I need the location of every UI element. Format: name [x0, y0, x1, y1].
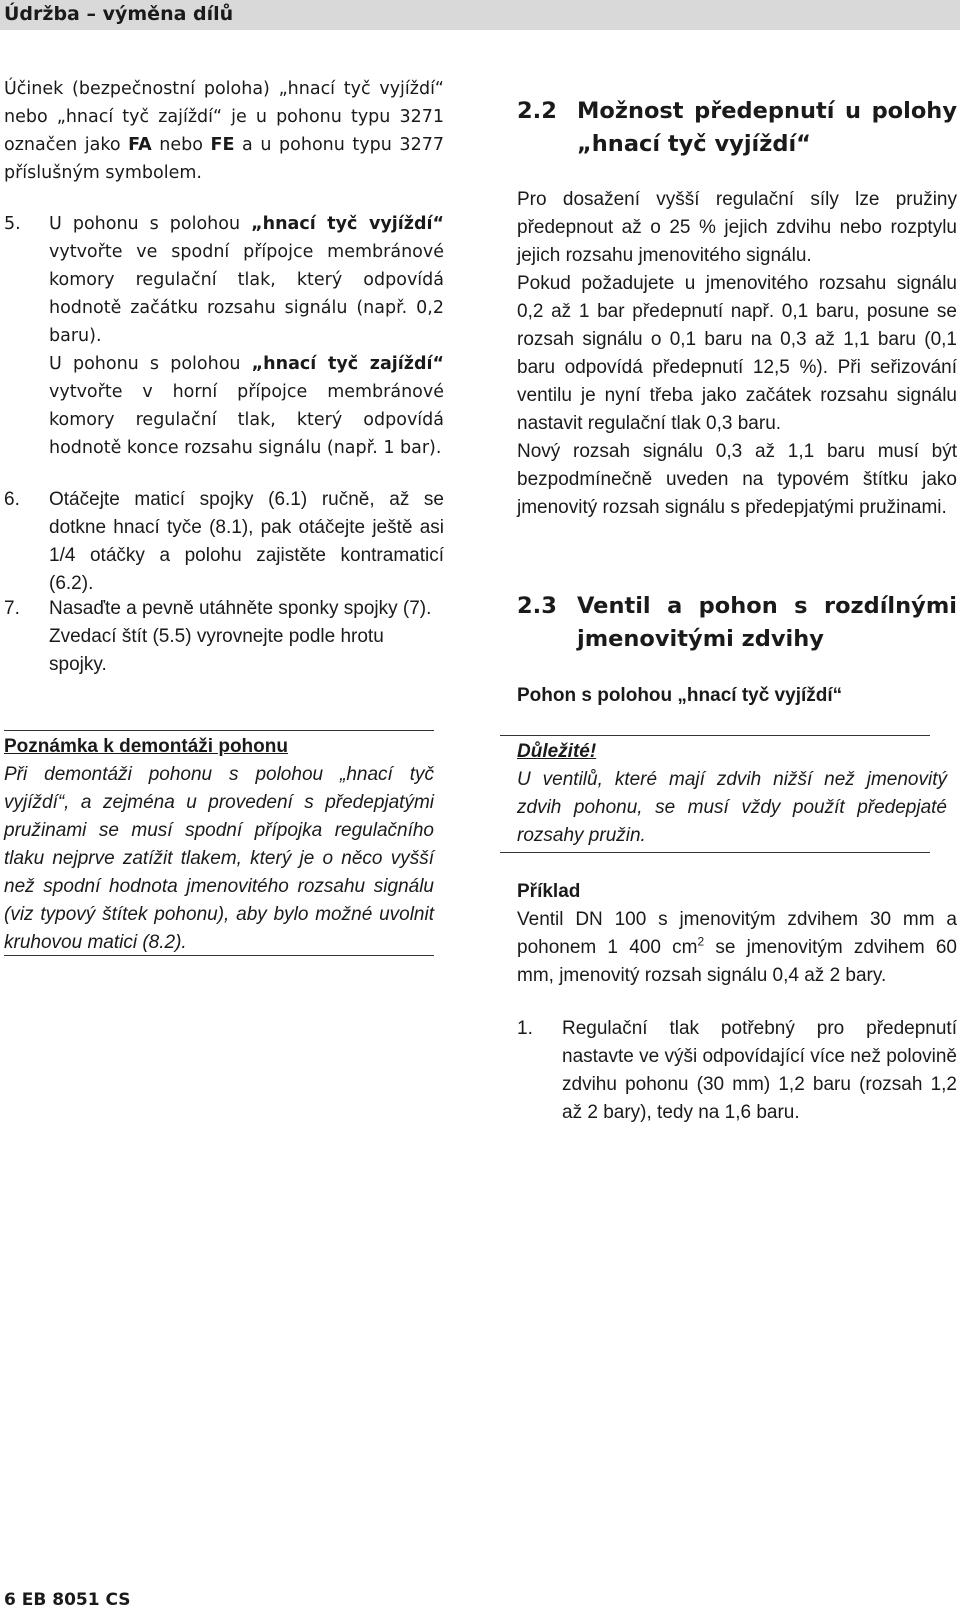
step-7-text-2: Zvedací štít (5.5) vyrovnejte podle hrotu spojky.	[49, 626, 384, 675]
important-bottom-rule	[500, 852, 930, 853]
important-body: U ventilů, které mají zdvih nižší než jmenovitý zdvih pohonu, se musí vždy použít předepjaté rozsahy pružin.	[517, 769, 947, 846]
note-bottom-rule	[4, 955, 434, 956]
section-2-3-heading: 2.3 Ventil a pohon s rozdílnými jmenovitými zdvihy	[517, 593, 957, 652]
step-5	[4, 210, 444, 462]
intro-paragraph: Účinek (bezpečnostní poloha) „hnací tyč vyjíždí“ nebo „hnací tyč zajíždí“ je u pohonu typu 3271 označen jako FA nebo FE a u pohonu typu 3277 příslušným symbolem.	[4, 79, 444, 183]
note-title: Poznámka k demontáži pohonu	[4, 736, 288, 757]
step-number: 1.	[517, 1018, 533, 1039]
important-box	[517, 738, 947, 850]
example	[517, 878, 957, 990]
section-2-2-body	[517, 186, 957, 522]
note-body: Při demontáži pohonu s polohou „hnací tyč vyjíždí“, a zejména u provedení s předepjatými pružinami se musí spodní přípojka regulačního tlaku nejprve zatížit tlakem, který je o něco vyšší než spodní hodnota jmenovitého rozsahu signálu (viz typový štítek pohonu), aby bylo možné uvolnit kruhovou matici (8.2).	[4, 764, 434, 953]
step-5-text-b: U pohonu s polohou „hnací tyč zajíždí“ vytvořte v horní přípojce membránové komory regulační tlak, který odpovídá hodnotě konce rozsahu signálu (např. 1 bar).	[49, 354, 444, 458]
subheading: Pohon s polohou „hnací tyč vyjíždí“	[517, 685, 843, 706]
example-body: Ventil DN 100 s jmenovitým zdvihem 30 mm a pohonem 1 400 $cm^2$ se jmenovitým zdvihem 60 mm, jmenovitý rozsah signálu 0,4 až 2 bary.	[517, 909, 957, 986]
paragraph: Nový rozsah signálu 0,3 až 1,1 baru musí být bezpodmínečně uveden na typovém štítku jako jmenovitý rozsah signálu s předepjatými pružinami.	[517, 441, 957, 518]
important-top-rule	[500, 735, 930, 736]
step-6	[4, 486, 444, 598]
step-6-text: Otáčejte maticí spojky (6.1) ručně, až se dotkne hnací tyče (8.1), pak otáčejte ještě asi 1/4 otáčky a polohu zajistěte kontramaticí (6.2).	[49, 489, 444, 594]
step-7	[4, 595, 444, 679]
page-title: Údržba – výměna dílů	[4, 3, 234, 25]
step-number: 5.	[4, 214, 21, 234]
important-title: Důležité!	[517, 741, 597, 762]
page-header-bar	[0, 0, 960, 30]
step-5-text-a: U pohonu s polohou „hnací tyč vyjíždí“ vytvořte ve spodní přípojce membránové komory regulační tlak, který odpovídá hodnotě začátku rozsahu signálu (např. 0,2 baru).	[49, 214, 444, 346]
paragraph: Pro dosažení vyšší regulační síly lze pružiny předepnout až o 25 % jejich zdvihu nebo rozptylu jejich rozsahu jmenovitého signálu.	[517, 189, 957, 266]
section-2-2-heading: 2.2 Možnost předepnutí u polohy „hnací tyč vyjíždí“	[517, 98, 957, 157]
step-number: 7.	[4, 598, 20, 619]
page-footer: 6 EB 8051 CS	[4, 1590, 131, 1610]
paragraph: Pokud požadujete u jmenovitého rozsahu signálu 0,2 až 1 bar předepnutí např. 0,1 baru, posune se rozsah signálu o 0,1 baru na 0,3 až 1,1 baru (0,1 baru odpovídá předepnutí 12,5 %). Při seřizování ventilu je nyní třeba jako začátek rozsahu signálu nastavit regulační tlak 0,3 baru.	[517, 273, 957, 434]
step-1	[517, 1015, 957, 1127]
step-number: 6.	[4, 489, 20, 510]
note-top-rule	[4, 730, 434, 731]
example-title: Příklad	[517, 881, 581, 902]
note-box	[4, 733, 434, 957]
step-1-text: Regulační tlak potřebný pro předepnutí nastavte ve výši odpovídající více než polovině zdvihu pohonu (30 mm) 1,2 baru (rozsah 1,2 až 2 bary), tedy na 1,6 baru.	[562, 1018, 958, 1123]
step-7-text: Nasaďte a pevně utáhněte sponky spojky (7).	[49, 598, 432, 619]
